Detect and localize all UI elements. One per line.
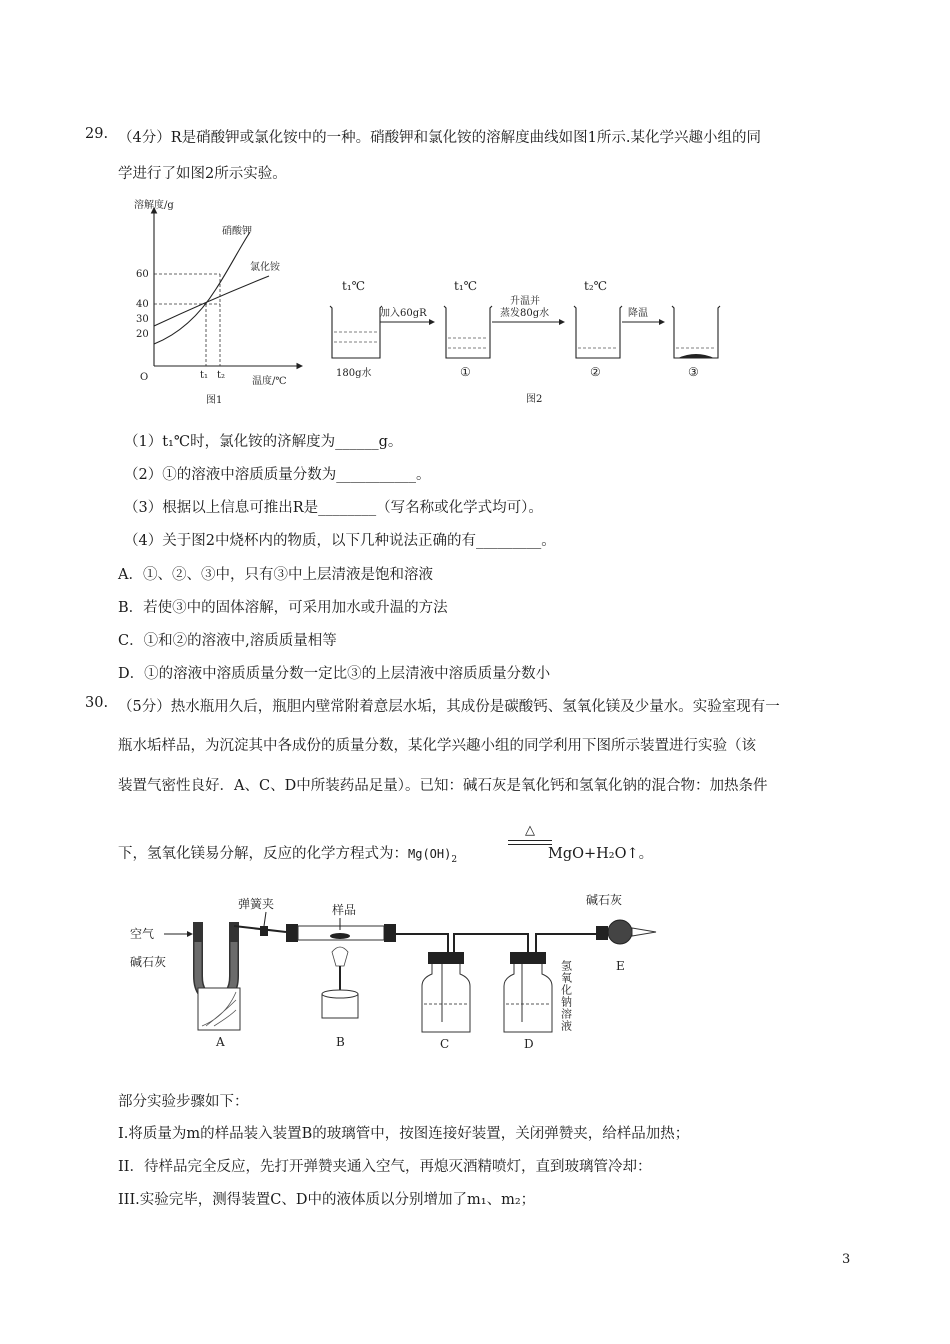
beaker-0 bbox=[330, 306, 382, 358]
sample-label: 样品 bbox=[332, 903, 357, 917]
e-bulb bbox=[608, 920, 632, 944]
page-number: 3 bbox=[842, 1252, 851, 1267]
y-tick-40: 40 bbox=[136, 299, 149, 310]
air-label: 空气 bbox=[130, 927, 155, 941]
question-29-stem-line2: 学进行了如图2所示实验。 bbox=[118, 166, 287, 182]
beaker-1-label: ① bbox=[460, 365, 471, 379]
clamp bbox=[260, 926, 268, 936]
e-stopper bbox=[596, 926, 608, 940]
wood-block bbox=[198, 988, 240, 1030]
temp-label-t2: t₂℃ bbox=[584, 279, 608, 293]
equation-reactant-subscript: 2 bbox=[451, 854, 458, 865]
x-tick-t1: t₁ bbox=[200, 370, 209, 381]
steps-intro: 部分实验步骤如下： bbox=[118, 1094, 249, 1110]
stopper-b-left bbox=[286, 924, 298, 942]
equation-condition-block bbox=[508, 824, 552, 845]
nh4cl-curve-label: 氯化铵 bbox=[250, 262, 280, 273]
kno3-curve-label: 硝酸钾 bbox=[222, 226, 252, 237]
arrow-3-label: 降温 bbox=[628, 308, 648, 319]
question-30-line3: 装置气密性良好．A、C、D中所装药品足量）。已知：碱石灰是氧化钙和氢氧化钠的混合物：加热条件 bbox=[118, 778, 768, 794]
q29-sub4: （4）关于图2中烧杯内的物质，以下几种说法正确的有_________。 bbox=[124, 533, 556, 549]
label-e: E bbox=[616, 959, 625, 973]
beaker-2-label: ② bbox=[590, 365, 601, 379]
question-30-number: 30. bbox=[85, 695, 109, 711]
temp-label-t1-a: t₁℃ bbox=[342, 279, 366, 293]
equation-double-line bbox=[508, 840, 552, 845]
beaker-1 bbox=[444, 306, 492, 358]
figure-1-caption: 图1 bbox=[206, 395, 223, 406]
q29-sub2: （2）①的溶液中溶质质量分数为___________。 bbox=[124, 467, 431, 483]
q29-option-d: D．①的溶液中溶质质量分数一定比③的上层清液中溶质质量分数小 bbox=[118, 666, 551, 682]
beaker-3-label: ③ bbox=[688, 365, 699, 379]
label-d: D bbox=[524, 1037, 534, 1051]
figure-1-solubility-chart bbox=[124, 194, 314, 409]
question-30-line2: 瓶水垢样品，为沉淀其中各成份的质量分数，某化学兴趣小组的同学利用下图所示装置进行实验（该 bbox=[118, 738, 756, 754]
tube-d-to-e bbox=[536, 934, 596, 952]
equation-reactant: Mg(OH) bbox=[408, 847, 452, 861]
question-29-stem-line1: （4分）R是硝酸钾或氯化铵中的一种。硝酸钾和氯化铵的溶解度曲线如图1所示.某化学兴趣小组的同 bbox=[118, 130, 761, 146]
figure-2-caption: 图2 bbox=[526, 394, 543, 405]
q29-sub1: （1）t₁℃时，氯化铵的济解度为______g。 bbox=[124, 434, 403, 450]
step-3: III.实验完毕，测得装置C、D中的液体质以分别增加了m₁、m₂； bbox=[118, 1192, 536, 1208]
q29-sub3: （3）根据以上信息可推出R是________（写名称或化学式均可）。 bbox=[124, 500, 543, 516]
y-tick-20: 20 bbox=[136, 329, 149, 340]
burner-top bbox=[322, 990, 358, 998]
equation-condition: △ bbox=[525, 823, 535, 838]
kno3-curve bbox=[154, 232, 250, 344]
clamp-label: 弹簧夹 bbox=[238, 897, 275, 911]
bottle-c bbox=[422, 964, 470, 1032]
q29-option-b: B．若使③中的固体溶解，可采用加水或升温的方法 bbox=[118, 600, 448, 616]
apparatus-diagram bbox=[126, 886, 666, 1052]
label-b: B bbox=[336, 1035, 345, 1049]
bottle-d bbox=[504, 964, 552, 1032]
q29-option-a: A．①、②、③中，只有③中上层清液是饱和溶液 bbox=[118, 567, 433, 583]
beaker-2 bbox=[574, 306, 622, 358]
stopper-b-right bbox=[384, 924, 396, 942]
equation-lead-text: 下，氢氧化镁易分解，反应的化学方程式为： bbox=[118, 846, 408, 862]
step-2: II．待样品完全反应，先打开弹赞夹通入空气，再熄灭酒精喷灯，直到玻璃管冷却： bbox=[118, 1159, 652, 1175]
temp-label-t1-b: t₁℃ bbox=[454, 279, 478, 293]
arrow-2-label-line1: 升温并 bbox=[510, 296, 540, 307]
figure-2-experiment bbox=[322, 272, 722, 408]
step-1: I.将质量为m的样品装入装置B的玻璃管中，按图连接好装置，关闭弹赞夹，给样品加热； bbox=[118, 1126, 690, 1142]
y-tick-30: 30 bbox=[136, 314, 149, 325]
soda-lime-left-label: 碱石灰 bbox=[130, 955, 167, 969]
bottle-c-stopper bbox=[428, 952, 464, 964]
soda-lime-right-label: 碱石灰 bbox=[586, 893, 623, 907]
y-tick-60: 60 bbox=[136, 269, 149, 280]
flame bbox=[332, 947, 348, 966]
question-30-line4 bbox=[118, 842, 457, 865]
arrow-1-label: 加入60gR bbox=[380, 308, 427, 319]
origin-label: O bbox=[140, 372, 149, 383]
e-outlet bbox=[632, 928, 656, 936]
y-axis-label: 溶解度/g bbox=[134, 200, 174, 211]
q29-option-c: C．①和②的溶液中,溶质质量相等 bbox=[118, 633, 337, 649]
label-a: A bbox=[216, 1035, 225, 1049]
beaker-3 bbox=[672, 306, 720, 358]
sample bbox=[330, 933, 350, 939]
beaker-3-crystals bbox=[678, 354, 714, 358]
question-29-number: 29. bbox=[85, 126, 109, 142]
x-tick-t2: t₂ bbox=[217, 370, 226, 381]
arrow-2-label-line2: 蒸发80g水 bbox=[500, 308, 550, 319]
nh4cl-curve bbox=[154, 276, 269, 326]
x-axis-label: 温度/℃ bbox=[252, 376, 287, 387]
beaker-0-label: 180g水 bbox=[336, 368, 372, 379]
equation-product: MgO+H₂O↑。 bbox=[548, 846, 654, 862]
u-tube-a bbox=[198, 922, 234, 998]
question-30-line1: （5分）热水瓶用久后，瓶胆内壁常附着意层水垢，其成份是碳酸钙、氢氧化镁及少量水。实验室现有一 bbox=[118, 699, 780, 715]
clamp-pointer bbox=[264, 912, 266, 926]
label-c: C bbox=[440, 1037, 450, 1051]
naoh-solution-label: 氢氧化钠溶液 bbox=[559, 960, 573, 1032]
bottle-d-stopper bbox=[510, 952, 546, 964]
